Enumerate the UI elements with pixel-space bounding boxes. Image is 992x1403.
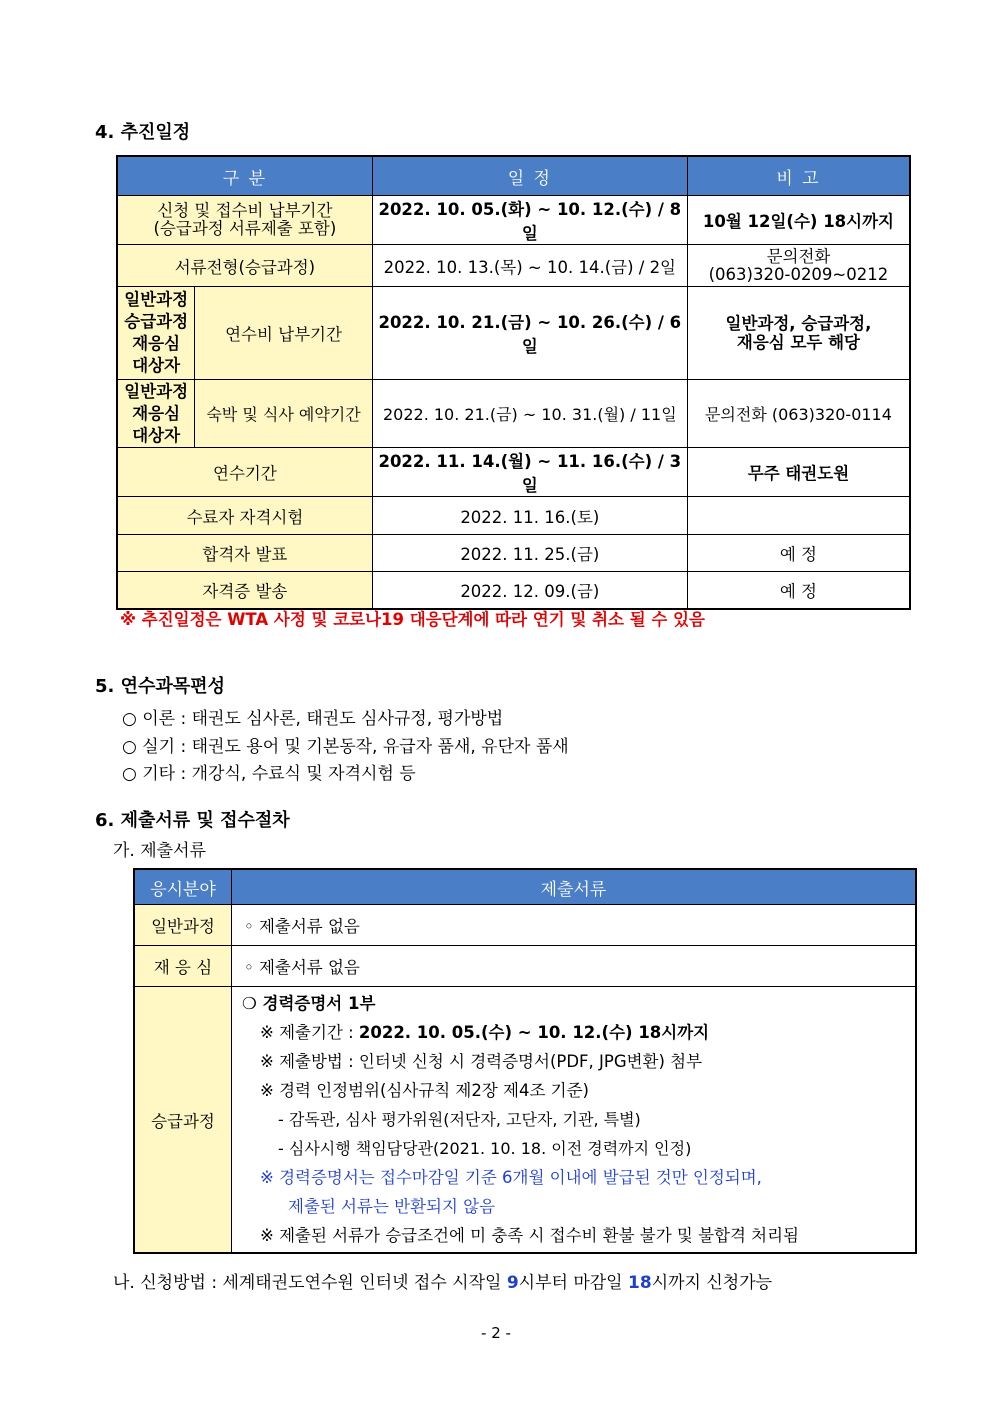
table-row <box>134 905 916 946</box>
row-label: 연수기간 <box>117 448 372 497</box>
section-4-title: 4. 추진일정 <box>95 122 191 143</box>
documents-header-row <box>134 869 916 905</box>
table-row <box>117 287 910 380</box>
row-content: ❍ 경력증명서 1부 ※ 제출기간 : 2022. 10. 05.(수) ~ 10. 12.(수) 18시까지 ※ 제출방법 : 인터넷 신청 시 경력증명서(PDF, JPG변환) 첨부 ※ 경력 인정범위(심사규칙 제2장 제4조 기준) - 감독관, 심사 평가위원(저단자, 고단자, 기관, 특별) - 심사시행 책임담당관(2021. 10. 18. 이전 경력까지 인정) ※ 경력증명서는 접수마감일 기준 6개월 이내에 발급된 것만 인정되며, 제출된 서류는 반환되지 않음 ※ 제출된 서류가 승급조건에 미 충족 시 접수비 환불 불가 및 불합격 처리됨 <box>232 987 917 1254</box>
row-label: 재 응 심 <box>134 946 232 987</box>
table-row <box>117 380 910 448</box>
row-label: 수료자 자격시험 <box>117 497 372 535</box>
row-note: 문의전화 (063)320-0209~0212 <box>687 245 910 287</box>
header-documents: 제출서류 <box>232 869 917 905</box>
row-date: 2022. 10. 05.(화) ~ 10. 12.(수) / 8일 <box>372 196 687 245</box>
header-category: 구 분 <box>117 156 372 196</box>
row-note: 예 정 <box>687 535 910 572</box>
list-item: ○ 이론 : 태권도 심사론, 태권도 심사규정, 평가방법 <box>122 709 504 729</box>
row-note: 예 정 <box>687 572 910 609</box>
row-date: 2022. 11. 25.(금) <box>372 535 687 572</box>
row-note: 문의전화 (063)320-0114 <box>687 380 910 448</box>
row-label: 일반과정 <box>134 905 232 946</box>
row-label: 서류전형(승급과정) <box>117 245 372 287</box>
table-row <box>117 448 910 497</box>
row-date: 2022. 11. 14.(월) ~ 11. 16.(수) / 3일 <box>372 448 687 497</box>
row-note <box>687 497 910 535</box>
row-date: 2022. 10. 21.(금) ~ 10. 31.(월) / 11일 <box>372 380 687 448</box>
curriculum-list <box>122 706 569 789</box>
section-6-title: 6. 제출서류 및 접수절차 <box>95 810 290 831</box>
row-group: 일반과정 승급과정 재응심 대상자 <box>117 287 195 380</box>
row-label: 합격자 발표 <box>117 535 372 572</box>
list-item: ○ 기타 : 개강식, 수료식 및 자격시험 등 <box>122 764 416 784</box>
table-row <box>117 245 910 287</box>
application-method: 나. 신청방법 : 세계태권도연수원 인터넷 접수 시작일 9시부터 마감일 18시까지 신청가능 <box>113 1273 773 1293</box>
row-date: 2022. 10. 13.(목) ~ 10. 14.(금) / 2일 <box>372 245 687 287</box>
row-label: 연수비 납부기간 <box>195 287 372 380</box>
row-note: 일반과정, 승급과정, 재응심 모두 해당 <box>687 287 910 380</box>
row-note: 10월 12일(수) 18시까지 <box>687 196 910 245</box>
row-label: 자격증 발송 <box>117 572 372 609</box>
schedule-notice: ※ 추진일정은 WTA 사정 및 코로나19 대응단계에 따라 연기 및 취소 될 수 있음 <box>120 610 705 629</box>
documents-table <box>133 868 917 1254</box>
row-label: 승급과정 <box>134 987 232 1254</box>
header-field: 응시분야 <box>134 869 232 905</box>
table-row <box>117 196 910 245</box>
row-date: 2022. 12. 09.(금) <box>372 572 687 609</box>
table-row <box>117 497 910 535</box>
row-date: 2022. 10. 21.(금) ~ 10. 26.(수) / 6일 <box>372 287 687 380</box>
table-row <box>117 535 910 572</box>
row-note: 무주 태권도원 <box>687 448 910 497</box>
row-content: ◦ 제출서류 없음 <box>232 905 917 946</box>
header-schedule: 일 정 <box>372 156 687 196</box>
list-item: ○ 실기 : 태권도 용어 및 기본동작, 유급자 품새, 유단자 품새 <box>122 736 569 757</box>
row-label: 신청 및 접수비 납부기간 (승급과정 서류제출 포함) <box>117 196 372 245</box>
page-number: - 2 - <box>481 1324 511 1342</box>
section-6-subtitle: 가. 제출서류 <box>113 841 206 861</box>
row-content: ◦ 제출서류 없음 <box>232 946 917 987</box>
table-row <box>117 572 910 609</box>
schedule-header-row <box>117 156 910 196</box>
row-group: 일반과정 재응심 대상자 <box>117 380 195 448</box>
row-label: 숙박 및 식사 예약기간 <box>195 380 372 448</box>
schedule-table <box>116 155 911 610</box>
table-row <box>134 946 916 987</box>
header-remarks: 비 고 <box>687 156 910 196</box>
table-row <box>134 987 916 1254</box>
row-date: 2022. 11. 16.(토) <box>372 497 687 535</box>
section-5-title: 5. 연수과목편성 <box>95 676 225 697</box>
